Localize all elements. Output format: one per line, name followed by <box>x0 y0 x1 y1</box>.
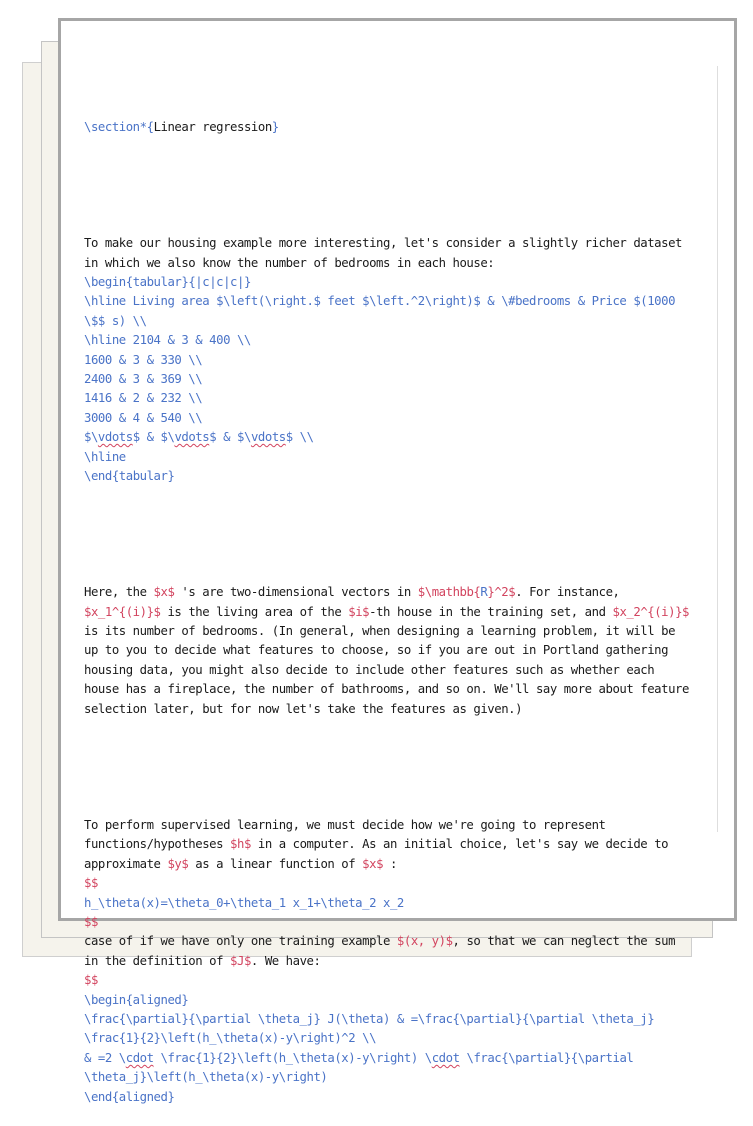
text-segment: $x$ <box>362 856 384 871</box>
text-segment: R <box>480 585 488 600</box>
text-segment: housing data, you might also decide to include other features such as whether each <box>84 662 655 677</box>
paragraph-hypothesis <box>84 816 709 1107</box>
text-segment: }^2$ <box>487 585 516 600</box>
text-segment: 1600 & 3 & 330 \\ <box>84 352 203 367</box>
text-segment: {|c|c|c|} <box>188 275 251 289</box>
text-line <box>84 428 709 447</box>
text-segment: \frac{1}{2}\left(h_\theta(x)-y\right)^2 \\ <box>84 1031 377 1046</box>
text-segment: is its number of bedrooms. (In general, when designing a learning problem, it will be <box>84 624 676 639</box>
text-segment: \frac{1}{2}\left(h_\theta(x)-y\right) \ <box>153 1050 432 1065</box>
blank-line <box>84 758 709 777</box>
latex-document <box>84 79 709 1126</box>
text-segment: , so that we can neglect the sum <box>452 934 676 949</box>
text-segment: {tabular} <box>111 468 175 483</box>
text-segment: 's are two-dimensional vectors in <box>174 585 418 600</box>
text-line <box>84 991 709 1010</box>
text-segment: \frac{\partial}{\partial \theta_j} J(\theta) & =\frac{\partial}{\partial \theta_j} <box>84 1011 655 1026</box>
text-segment: house has a fireplace, the number of bathrooms, and so on. We'll say more about feature <box>84 682 689 697</box>
text-line <box>84 467 709 486</box>
text-segment: 2400 & 3 & 369 \\ <box>84 371 203 386</box>
text-line <box>84 603 709 622</box>
text-line <box>84 409 709 428</box>
text-segment: functions/hypotheses <box>84 837 231 852</box>
text-line <box>84 894 709 913</box>
text-line <box>84 913 709 932</box>
text-line <box>84 1068 709 1087</box>
text-segment: selection later, but for now let's take the features as given.) <box>84 701 523 716</box>
text-segment: $$ <box>84 973 98 988</box>
text-line <box>84 855 709 874</box>
text-line <box>84 952 709 971</box>
text-segment: is the living area of the <box>160 604 349 619</box>
text-segment: To perform supervised learning, we must decide how we're going to represent <box>84 818 606 833</box>
text-segment: : <box>383 856 397 871</box>
text-line <box>84 1010 709 1029</box>
text-segment: $ \\ <box>285 430 314 445</box>
text-segment: Linear regression <box>153 119 272 134</box>
blank-line <box>84 176 709 195</box>
text-line <box>84 448 709 467</box>
text-segment: . For instance, <box>515 585 620 600</box>
text-line <box>84 234 709 253</box>
text-segment: \hline <box>84 449 126 464</box>
text-segment: $i$ <box>348 604 370 619</box>
text-segment: h_\theta(x)=\theta_0+\theta_1 x_1+\theta_2 x_2 <box>84 895 404 910</box>
text-segment: case of if we have only one training example <box>84 934 397 949</box>
spellcheck-flagged-text: cdot <box>125 1050 154 1065</box>
text-line <box>84 273 709 292</box>
text-line <box>84 312 709 331</box>
text-line <box>84 331 709 350</box>
text-segment: } <box>271 119 279 134</box>
section-heading <box>84 118 709 137</box>
text-segment: $h$ <box>230 837 251 852</box>
text-segment: \begin <box>84 275 126 289</box>
text-line <box>84 254 709 273</box>
text-line <box>84 622 709 641</box>
text-line <box>84 292 709 311</box>
text-segment: & =2 \ <box>84 1050 126 1065</box>
text-segment: $(x, y)$ <box>396 934 453 949</box>
text-line <box>84 1088 709 1107</box>
blank-line <box>84 525 709 544</box>
text-segment: $$ <box>84 876 98 891</box>
text-segment: 1416 & 2 & 232 \\ <box>84 391 203 406</box>
paragraph-dataset <box>84 234 709 486</box>
text-line <box>84 835 709 854</box>
text-line <box>84 661 709 680</box>
text-segment: \frac{\partial}{\partial <box>459 1050 634 1065</box>
text-segment: \theta_j}\left(h_\theta(x)-y\right) <box>84 1070 328 1085</box>
text-segment: in a computer. As an initial choice, let's say we decide to <box>250 837 669 852</box>
text-segment: \end <box>84 468 112 483</box>
text-line <box>84 1049 709 1068</box>
text-segment: in the definition of <box>84 953 231 968</box>
text-line <box>84 932 709 951</box>
text-segment: up to you to decide what features to choose, so if you are out in Portland gathering <box>84 643 669 658</box>
text-segment: $$ <box>84 915 98 930</box>
text-segment: \hline Living area $\left(\right.$ feet $\left.^2\right)$ & \#bedrooms & Price $(1000 <box>84 294 676 309</box>
text-segment: { <box>146 119 154 134</box>
text-segment: $ & $\ <box>132 430 175 445</box>
text-line <box>84 816 709 835</box>
page-margin-rule <box>717 66 718 832</box>
text-segment: \$$ s) \\ <box>84 313 147 328</box>
text-segment: -th house in the training set, and <box>369 604 613 619</box>
text-segment: in which we also know the number of bedrooms in each house: <box>84 255 495 270</box>
text-segment: \begin{aligned} <box>84 992 189 1007</box>
text-line <box>84 583 709 602</box>
text-line <box>84 680 709 699</box>
text-segment: \section* <box>84 119 147 134</box>
text-segment: $ & $\ <box>209 430 251 445</box>
text-segment: $\mathbb{ <box>417 585 481 600</box>
spellcheck-flagged-text: cdot <box>431 1050 460 1065</box>
spellcheck-flagged-text: vdots <box>250 430 286 445</box>
paragraph-features <box>84 583 709 719</box>
text-segment: as a linear function of <box>188 856 363 871</box>
spellcheck-flagged-text: vdots <box>97 430 133 445</box>
text-segment: $J$ <box>230 953 251 968</box>
text-segment: Here, the <box>84 585 154 600</box>
text-line <box>84 1029 709 1048</box>
text-segment: approximate <box>84 856 168 871</box>
text-segment: . We have: <box>250 953 321 968</box>
text-segment: $\ <box>84 430 98 445</box>
text-segment: {tabular} <box>125 275 189 289</box>
text-segment: $x_2^{(i)}$ <box>612 604 689 619</box>
text-line <box>84 641 709 660</box>
text-line <box>84 874 709 893</box>
text-line <box>84 351 709 370</box>
text-line <box>84 700 709 719</box>
text-segment: $y$ <box>167 856 189 871</box>
text-line <box>84 971 709 990</box>
text-line <box>84 389 709 408</box>
text-segment: \hline 2104 & 3 & 400 \\ <box>84 333 251 348</box>
text-segment: $x$ <box>153 585 175 600</box>
text-segment: $x_1^{(i)}$ <box>84 604 161 619</box>
spellcheck-flagged-text: vdots <box>174 430 210 445</box>
text-segment: 3000 & 4 & 540 \\ <box>84 410 203 425</box>
text-segment: \end{aligned} <box>84 1089 175 1104</box>
text-segment: To make our housing example more interesting, let's consider a slightly richer dataset <box>84 236 682 251</box>
text-line <box>84 370 709 389</box>
